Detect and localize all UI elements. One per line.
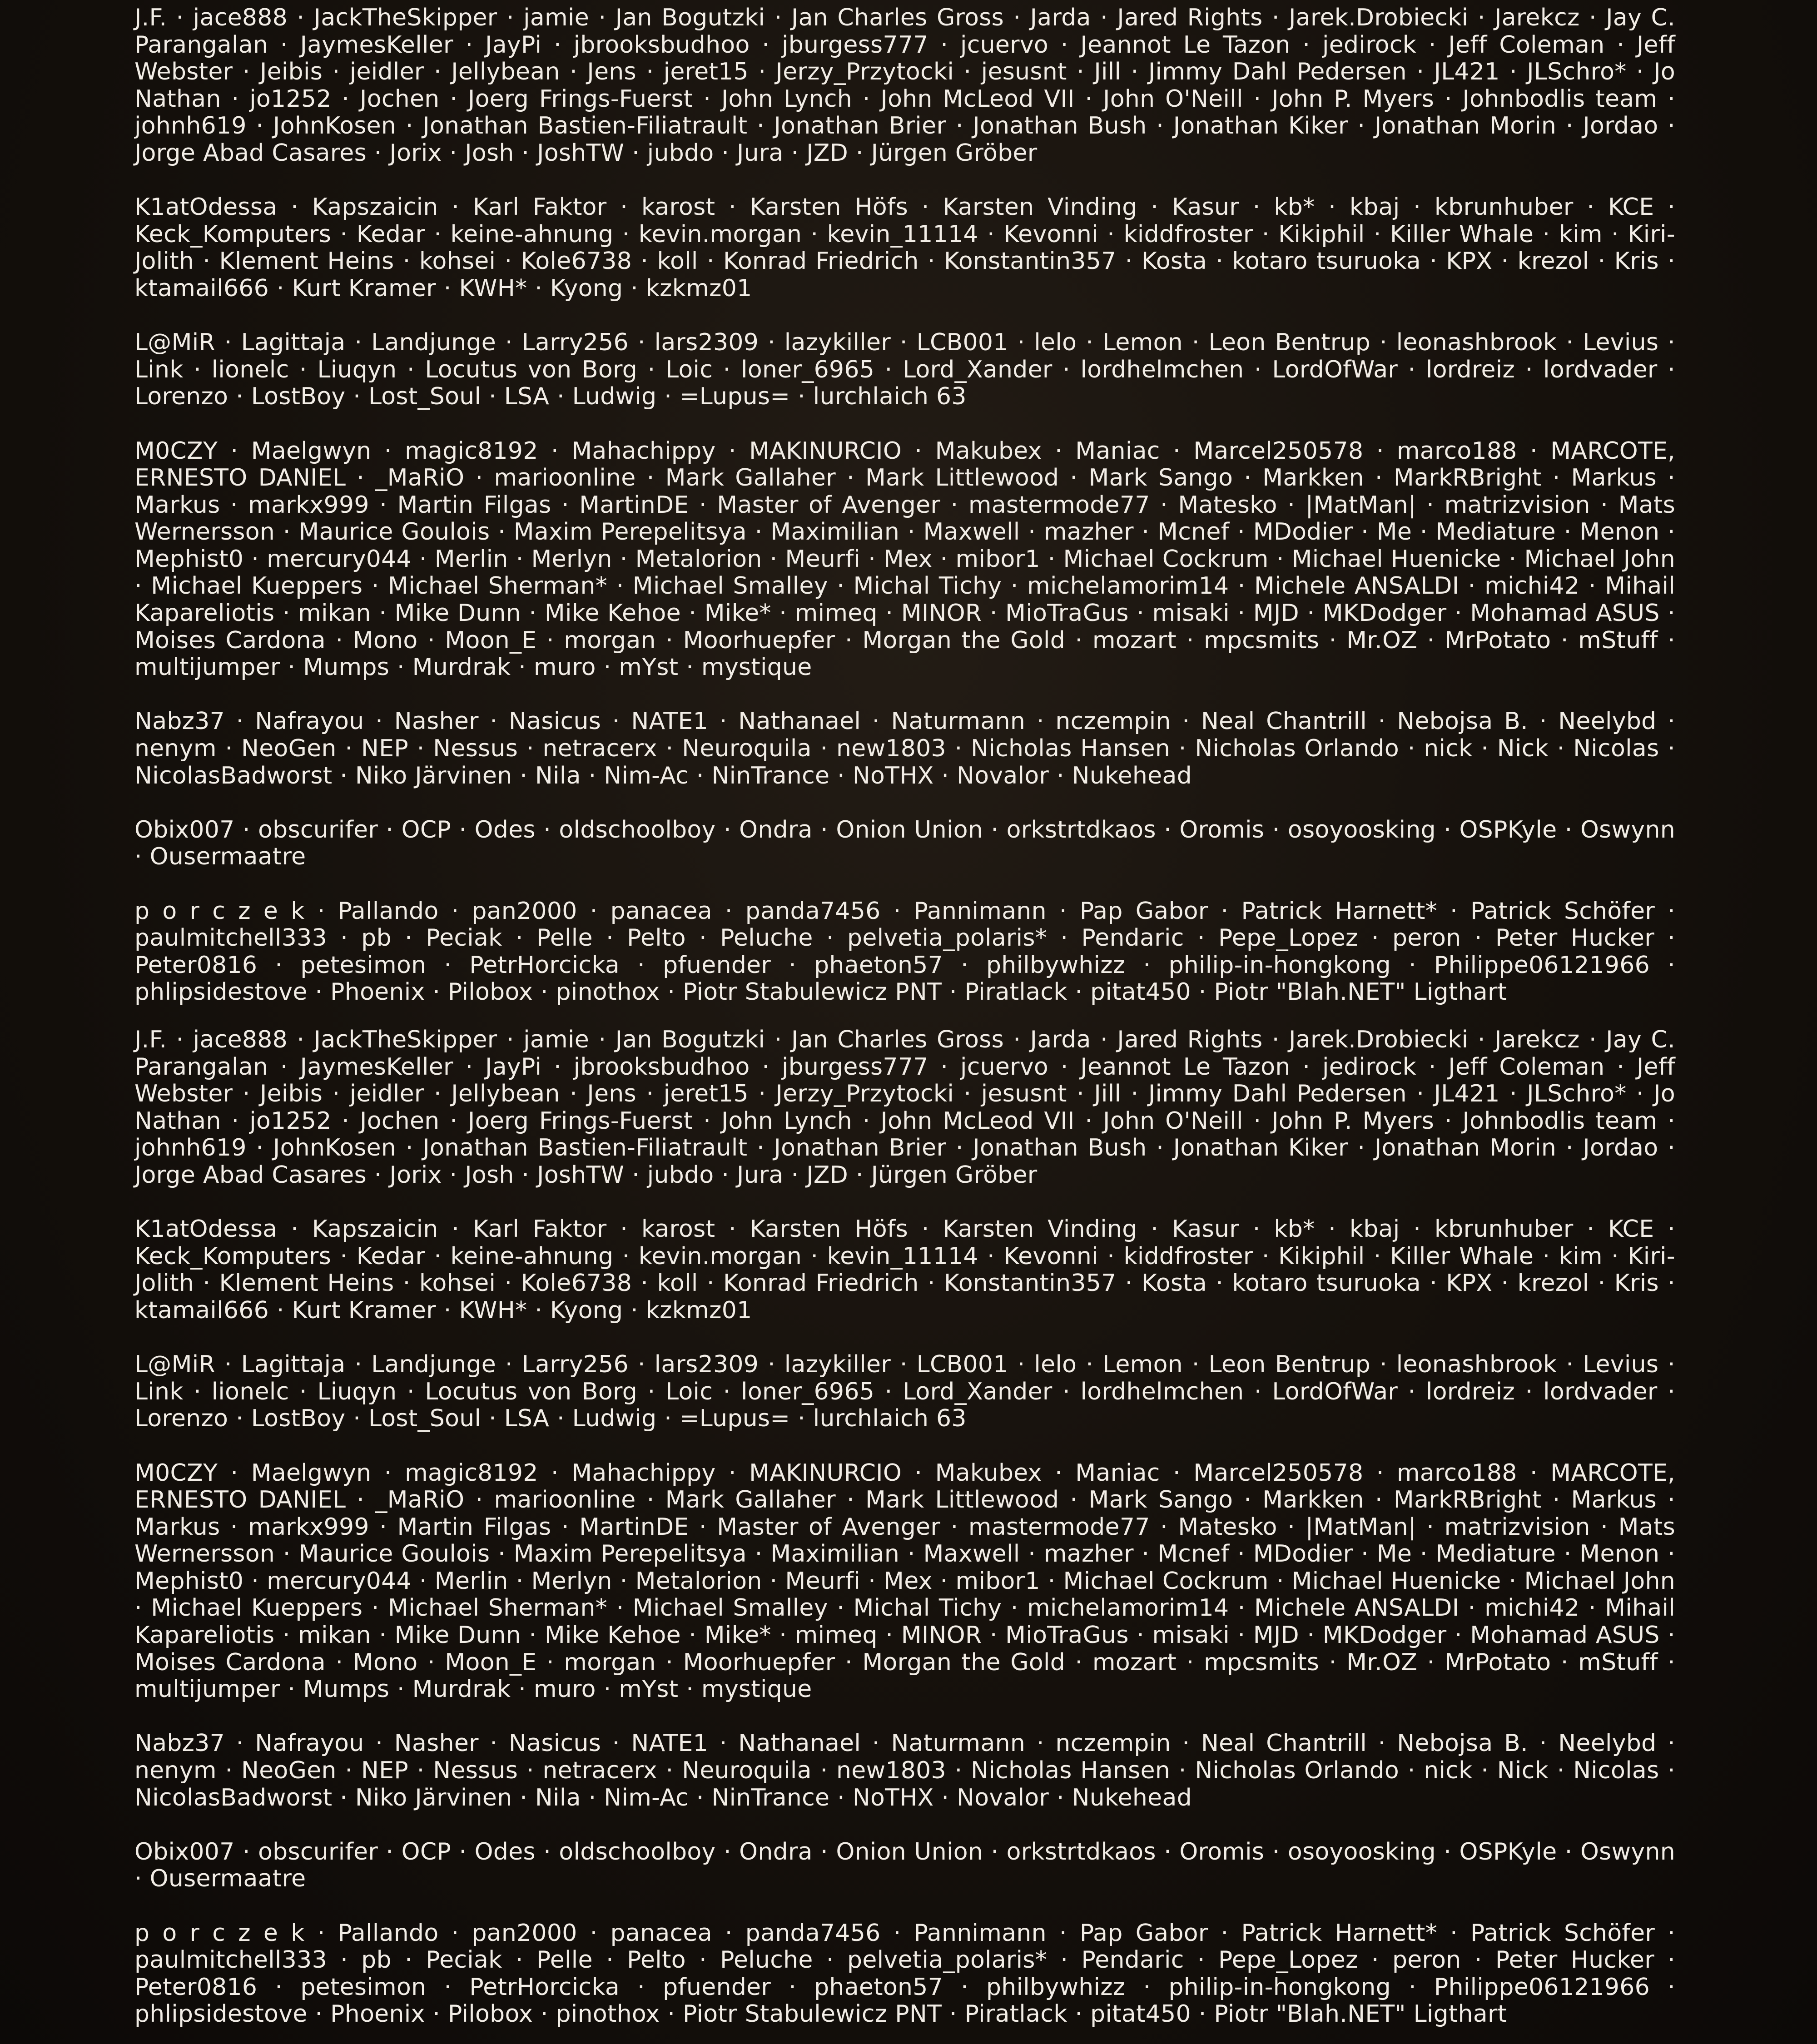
- credits-list: [134, 1027, 1675, 2044]
- credits-group-k: K1atOdessa · Kapszaicin · Karl Faktor · karost · Karsten Höfs · Karsten Vinding · Kasur · kb* · kbaj · kbrunhuber · KCE · Keck_Komputers · Kedar · keine-ahnung · kevin.morgan · kevin_11114 · Kevonni · kiddfroster · Kikiphil · Killer Whale · kim · Kiri-Jolith · Klement Heins · kohsei · Kole6738 · koll · Konrad Friedrich · Konstantin357 · Kosta · kotaro tsuruoka · KPX · krezol · Kris · ktamail666 · Kurt Kramer · KWH* · Kyong · kzkmz01: [134, 1215, 1675, 1324]
- credits-group-k: K1atOdessa · Kapszaicin · Karl Faktor · karost · Karsten Höfs · Karsten Vinding · Kasur · kb* · kbaj · kbrunhuber · KCE · Keck_Komputers · Kedar · keine-ahnung · kevin.morgan · kevin_11114 · Kevonni · kiddfroster · Kikiphil · Killer Whale · kim · Kiri-Jolith · Klement Heins · kohsei · Kole6738 · koll · Konrad Friedrich · Konstantin357 · Kosta · kotaro tsuruoka · KPX · krezol · Kris · ktamail666 · Kurt Kramer · KWH* · Kyong · kzkmz01: [134, 193, 1675, 302]
- credits-group-p: p o r c z e k · Pallando · pan2000 · panacea · panda7456 · Pannimann · Pap Gabor · Patrick Harnett* · Patrick Schöfer · paulmitchell333 · pb · Peciak · Pelle · Pelto · Peluche · pelvetia_polaris* · Pendaric · Pepe_Lopez · peron · Peter Hucker · Peter0816 · petesimon · PetrHorcicka · pfuender · phaeton57 · philbywhizz · philip-in-hongkong · Philippe06121966 · phlipsidestove · Phoenix · Pilobox · pinothox · Piotr Stabulewicz PNT · Piratlack · pitat450 · Piotr "Blah.NET" Ligthart: [134, 1919, 1675, 2028]
- credits-group-p: p o r c z e k · Pallando · pan2000 · panacea · panda7456 · Pannimann · Pap Gabor · Patrick Harnett* · Patrick Schöfer · paulmitchell333 · pb · Peciak · Pelle · Pelto · Peluche · pelvetia_polaris* · Pendaric · Pepe_Lopez · peron · Peter Hucker · Peter0816 · petesimon · PetrHorcicka · pfuender · phaeton57 · philbywhizz · philip-in-hongkong · Philippe06121966 · phlipsidestove · Phoenix · Pilobox · pinothox · Piotr Stabulewicz PNT · Piratlack · pitat450 · Piotr "Blah.NET" Ligthart: [134, 897, 1675, 1006]
- credits-group-o: Obix007 · obscurifer · OCP · Odes · oldschoolboy · Ondra · Onion Union · orkstrtdkaos · Oromis · osoyoosking · OSPKyle · Oswynn · Ousermaatre: [134, 1838, 1675, 1893]
- credits-group-n: Nabz37 · Nafrayou · Nasher · Nasicus · NATE1 · Nathanael · Naturmann · nczempin · Neal Chantrill · Nebojsa B. · Neelybd · nenym · NeoGen · NEP · Nessus · netracerx · Neuroquila · new1803 · Nicholas Hansen · Nicholas Orlando · nick · Nick · Nicolas · NicolasBadworst · Niko Järvinen · Nila · Nim-Ac · NinTrance · NoTHX · Novalor · Nukehead: [134, 1730, 1675, 1811]
- credits-group-j: J.F. · jace888 · JackTheSkipper · jamie · Jan Bogutzki · Jan Charles Gross · Jarda · Jared Rights · Jarek.Drobiecki · Jarekcz · Jay C. Parangalan · JaymesKeller · JayPi · jbrooksbudhoo · jburgess777 · jcuervo · Jeannot Le Tazon · jedirock · Jeff Coleman · Jeff Webster · Jeibis · jeidler · Jellybean · Jens · jeret15 · Jerzy_Przytocki · jesusnt · Jill · Jimmy Dahl Pedersen · JL421 · JLSchro* · Jo Nathan · jo1252 · Jochen · Joerg Frings-Fuerst · John Lynch · John McLeod VII · John O'Neill · John P. Myers · Johnbodlis team · johnh619 · JohnKosen · Jonathan Bastien-Filiatrault · Jonathan Brier · Jonathan Bush · Jonathan Kiker · Jonathan Morin · Jordao · Jorge Abad Casares · Jorix · Josh · JoshTW · jubdo · Jura · JZD · Jürgen Gröber: [134, 1026, 1675, 1189]
- credits-group-n: Nabz37 · Nafrayou · Nasher · Nasicus · NATE1 · Nathanael · Naturmann · nczempin · Neal Chantrill · Nebojsa B. · Neelybd · nenym · NeoGen · NEP · Nessus · netracerx · Neuroquila · new1803 · Nicholas Hansen · Nicholas Orlando · nick · Nick · Nicolas · NicolasBadworst · Niko Järvinen · Nila · Nim-Ac · NinTrance · NoTHX · Novalor · Nukehead: [134, 708, 1675, 789]
- credits-scroll-view-repeat: [0, 1022, 1817, 2044]
- credits-group-m: M0CZY · Maelgwyn · magic8192 · Mahachippy · MAKINURCIO · Makubex · Maniac · Marcel250578 · marco188 · MARCOTE, ERNESTO DANIEL · _MaRiO · marioonline · Mark Gallaher · Mark Littlewood · Mark Sango · Markken · MarkRBright · Markus · Markus · markx999 · Martin Filgas · MartinDE · Master of Avenger · mastermode77 · Matesko · |MatMan| · matrizvision · Mats Wernersson · Maurice Goulois · Maxim Perepelitsya · Maximilian · Maxwell · mazher · Mcnef · MDodier · Me · Mediature · Menon · Mephist0 · mercury044 · Merlin · Merlyn · Metalorion · Meurfi · Mex · mibor1 · Michael Cockrum · Michael Huenicke · Michael John · Michael Kueppers · Michael Sherman* · Michael Smalley · Michal Tichy · michelamorim14 · Michele ANSALDI · michi42 · Mihail Kapareliotis · mikan · Mike Dunn · Mike Kehoe · Mike* · mimeq · MINOR · MioTraGus · misaki · MJD · MKDodger · Mohamad ASUS · Moises Cardona · Mono · Moon_E · morgan · Moorhuepfer · Morgan the Gold · mozart · mpcsmits · Mr.OZ · MrPotato · mStuff · multijumper · Mumps · Murdrak · muro · mYst · mystique: [134, 437, 1675, 681]
- credits-group-l: L@MiR · Lagittaja · Landjunge · Larry256 · lars2309 · lazykiller · LCB001 · lelo · Lemon · Leon Bentrup · leonashbrook · Levius · Link · lionelc · Liuqyn · Locutus von Borg · Loic · loner_6965 · Lord_Xander · lordhelmchen · LordOfWar · lordreiz · lordvader · Lorenzo · LostBoy · Lost_Soul · LSA · Ludwig · =Lupus= · lurchlaich 63: [134, 329, 1675, 411]
- credits-list: [134, 5, 1675, 1022]
- credits-group-o: Obix007 · obscurifer · OCP · Odes · oldschoolboy · Ondra · Onion Union · orkstrtdkaos · Oromis · osoyoosking · OSPKyle · Oswynn · Ousermaatre: [134, 816, 1675, 871]
- credits-group-j: J.F. · jace888 · JackTheSkipper · jamie · Jan Bogutzki · Jan Charles Gross · Jarda · Jared Rights · Jarek.Drobiecki · Jarekcz · Jay C. Parangalan · JaymesKeller · JayPi · jbrooksbudhoo · jburgess777 · jcuervo · Jeannot Le Tazon · jedirock · Jeff Coleman · Jeff Webster · Jeibis · jeidler · Jellybean · Jens · jeret15 · Jerzy_Przytocki · jesusnt · Jill · Jimmy Dahl Pedersen · JL421 · JLSchro* · Jo Nathan · jo1252 · Jochen · Joerg Frings-Fuerst · John Lynch · John McLeod VII · John O'Neill · John P. Myers · Johnbodlis team · johnh619 · JohnKosen · Jonathan Bastien-Filiatrault · Jonathan Brier · Jonathan Bush · Jonathan Kiker · Jonathan Morin · Jordao · Jorge Abad Casares · Jorix · Josh · JoshTW · jubdo · Jura · JZD · Jürgen Gröber: [134, 4, 1675, 167]
- credits-group-l: L@MiR · Lagittaja · Landjunge · Larry256 · lars2309 · lazykiller · LCB001 · lelo · Lemon · Leon Bentrup · leonashbrook · Levius · Link · lionelc · Liuqyn · Locutus von Borg · Loic · loner_6965 · Lord_Xander · lordhelmchen · LordOfWar · lordreiz · lordvader · Lorenzo · LostBoy · Lost_Soul · LSA · Ludwig · =Lupus= · lurchlaich 63: [134, 1351, 1675, 1433]
- credits-group-m: M0CZY · Maelgwyn · magic8192 · Mahachippy · MAKINURCIO · Makubex · Maniac · Marcel250578 · marco188 · MARCOTE, ERNESTO DANIEL · _MaRiO · marioonline · Mark Gallaher · Mark Littlewood · Mark Sango · Markken · MarkRBright · Markus · Markus · markx999 · Martin Filgas · MartinDE · Master of Avenger · mastermode77 · Matesko · |MatMan| · matrizvision · Mats Wernersson · Maurice Goulois · Maxim Perepelitsya · Maximilian · Maxwell · mazher · Mcnef · MDodier · Me · Mediature · Menon · Mephist0 · mercury044 · Merlin · Merlyn · Metalorion · Meurfi · Mex · mibor1 · Michael Cockrum · Michael Huenicke · Michael John · Michael Kueppers · Michael Sherman* · Michael Smalley · Michal Tichy · michelamorim14 · Michele ANSALDI · michi42 · Mihail Kapareliotis · mikan · Mike Dunn · Mike Kehoe · Mike* · mimeq · MINOR · MioTraGus · misaki · MJD · MKDodger · Mohamad ASUS · Moises Cardona · Mono · Moon_E · morgan · Moorhuepfer · Morgan the Gold · mozart · mpcsmits · Mr.OZ · MrPotato · mStuff · multijumper · Mumps · Murdrak · muro · mYst · mystique: [134, 1459, 1675, 1703]
